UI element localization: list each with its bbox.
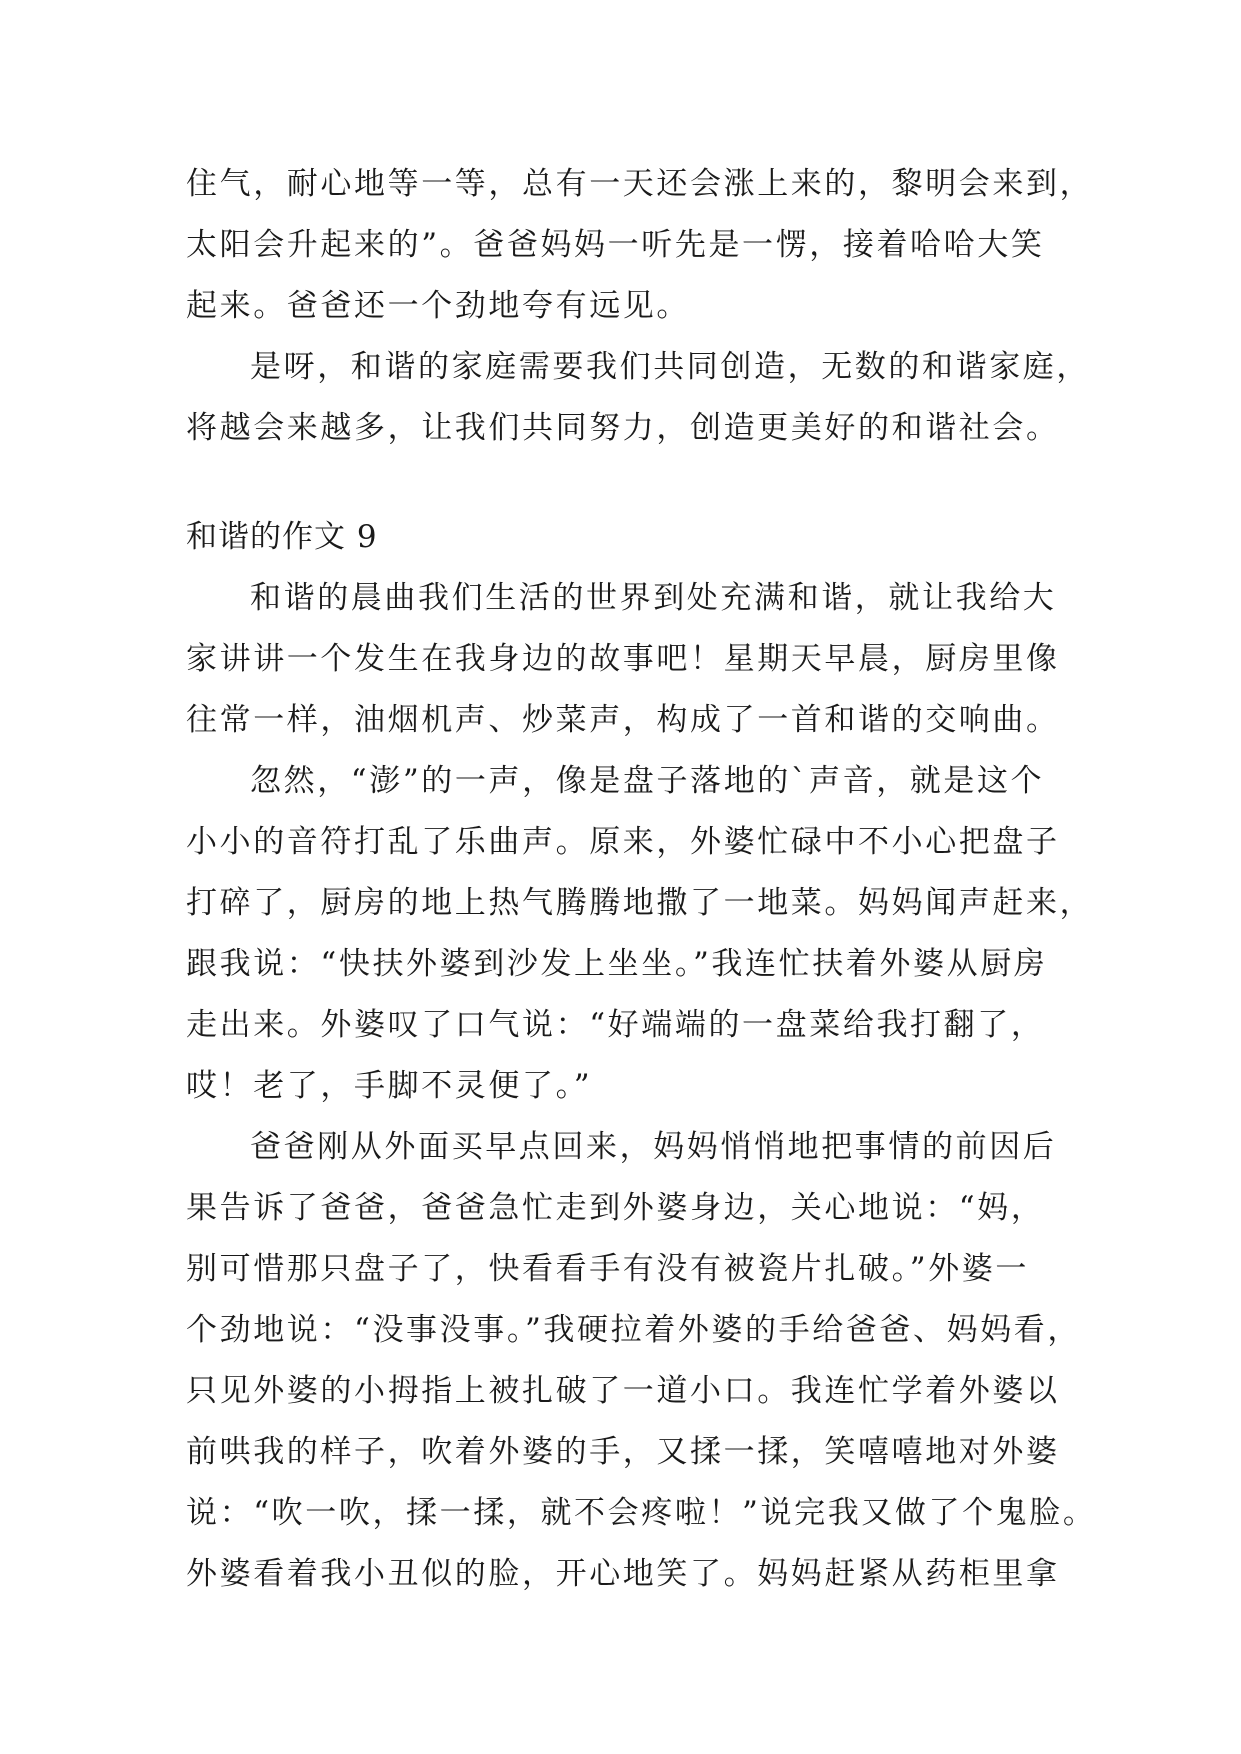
text-line: 和谐的晨曲我们生活的世界到处充满和谐，就让我给大 bbox=[250, 580, 1057, 616]
text-line: 前哄我的样子，吹着外婆的手，又揉一揉，笑嘻嘻地对外婆 bbox=[186, 1434, 1060, 1470]
section-spacer bbox=[186, 459, 1066, 507]
text-line: 果告诉了爸爸，爸爸急忙走到外婆身边，关心地说：“妈， bbox=[186, 1190, 1045, 1226]
text-line: 小小的音符打乱了乐曲声。原来，外婆忙碌中不小心把盘子 bbox=[186, 824, 1060, 860]
text-line: 起来。爸爸还一个劲地夸有远见。 bbox=[186, 288, 690, 324]
text-line: 跟我说：“快扶外婆到沙发上坐坐。”我连忙扶着外婆从厨房 bbox=[186, 946, 1048, 982]
text-line: 走出来。外婆叹了口气说：“好端端的一盘菜给我打翻了， bbox=[186, 1007, 1045, 1043]
paragraph-2 bbox=[186, 751, 1094, 1117]
text-line: 住气，耐心地等一等，总有一天还会涨上来的，黎明会来到， bbox=[186, 166, 1094, 202]
text-line: 是呀，和谐的家庭需要我们共同创造，无数的和谐家庭， bbox=[250, 349, 1090, 385]
paragraph-3 bbox=[186, 1117, 1097, 1605]
text-line: 个劲地说：“没事没事。”我硬拉着外婆的手给爸爸、妈妈看， bbox=[186, 1312, 1081, 1348]
text-line: 忽然，“澎”的一声，像是盘子落地的`声音，就是这个 bbox=[250, 763, 1045, 799]
text-line: 只见外婆的小拇指上被扎破了一道小口。我连忙学着外婆以 bbox=[186, 1373, 1060, 1409]
intro-paragraph-end bbox=[186, 154, 1094, 337]
closing-paragraph bbox=[186, 337, 1090, 459]
text-line: 别可惜那只盘子了，快看看手有没有被瓷片扎破。”外婆一 bbox=[186, 1251, 1029, 1287]
text-line: 爸爸刚从外面买早点回来，妈妈悄悄地把事情的前因后 bbox=[250, 1129, 1057, 1165]
text-line: 家讲讲一个发生在我身边的故事吧！星期天早晨，厨房里像 bbox=[186, 641, 1060, 677]
essay-title: 和谐的作文 9 bbox=[186, 519, 378, 555]
text-line: 哎！老了，手脚不灵便了。” bbox=[186, 1068, 593, 1104]
text-line: 打碎了，厨房的地上热气腾腾地撒了一地菜。妈妈闻声赶来， bbox=[186, 885, 1094, 921]
paragraph-1 bbox=[186, 568, 1066, 751]
text-line: 将越会来越多，让我们共同努力，创造更美好的和谐社会。 bbox=[186, 410, 1060, 446]
text-line: 太阳会升起来的”。爸爸妈妈一听先是一愣，接着哈哈大笑 bbox=[186, 227, 1045, 263]
text-line: 说：“吹一吹，揉一揉，就不会疼啦！”说完我又做了个鬼脸。 bbox=[186, 1495, 1097, 1531]
document-body bbox=[186, 154, 1097, 1605]
text-line: 外婆看着我小丑似的脸，开心地笑了。妈妈赶紧从药柜里拿 bbox=[186, 1556, 1060, 1592]
text-line: 往常一样，油烟机声、炒菜声，构成了一首和谐的交响曲。 bbox=[186, 702, 1060, 738]
